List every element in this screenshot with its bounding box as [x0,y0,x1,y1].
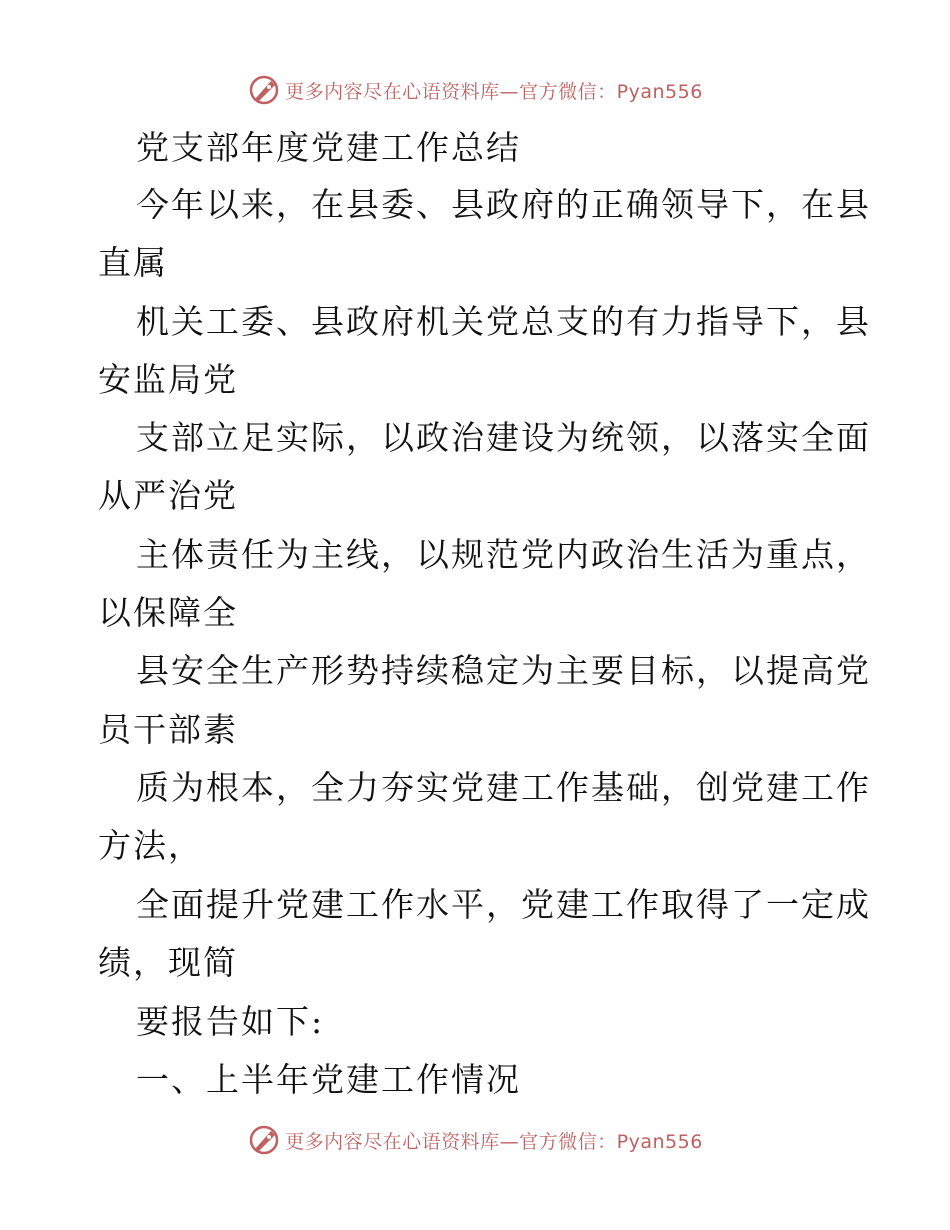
paragraph-line: 今年以来，在县委、县政府的正确领导下，在县 [136,185,871,224]
document-title: 党支部年度党建工作总结 [136,128,521,167]
paragraph-line: 质为根本，全力夯实党建工作基础，创党建工作 [136,768,871,807]
section-heading: 一、上半年党建工作情况 [136,1060,521,1099]
paragraph-line: 以保障全 [98,593,238,632]
watermark-footer [0,1120,950,1160]
pen-logo-icon [247,73,281,107]
paragraph-line: 安监局党 [98,360,238,399]
paragraph-line: 机关工委、县政府机关党总支的有力指导下，县 [136,302,871,341]
paragraph-line: 直属 [98,243,168,282]
watermark-text: 更多内容尽在心语资料库—官方微信：Pyan556 [285,80,703,103]
watermark-header [0,70,950,110]
paragraph-line: 绩，现简 [98,943,238,982]
paragraph-line: 主体责任为主线，以规范党内政治生活为重点， [136,535,871,574]
watermark-text: 更多内容尽在心语资料库—官方微信：Pyan556 [285,1130,703,1153]
pen-logo-icon [247,1123,281,1157]
paragraph-line: 全面提升党建工作水平，党建工作取得了一定成 [136,885,871,924]
paragraph-line: 从严治党 [98,476,238,515]
paragraph-line: 县安全生产形势持续稳定为主要目标，以提高党 [136,651,871,690]
paragraph-line: 支部立足实际，以政治建设为统领，以落实全面 [136,418,871,457]
paragraph-line: 方法， [98,826,203,865]
paragraph-line: 员干部素 [98,710,238,749]
paragraph-line: 要报告如下: [136,1002,325,1041]
